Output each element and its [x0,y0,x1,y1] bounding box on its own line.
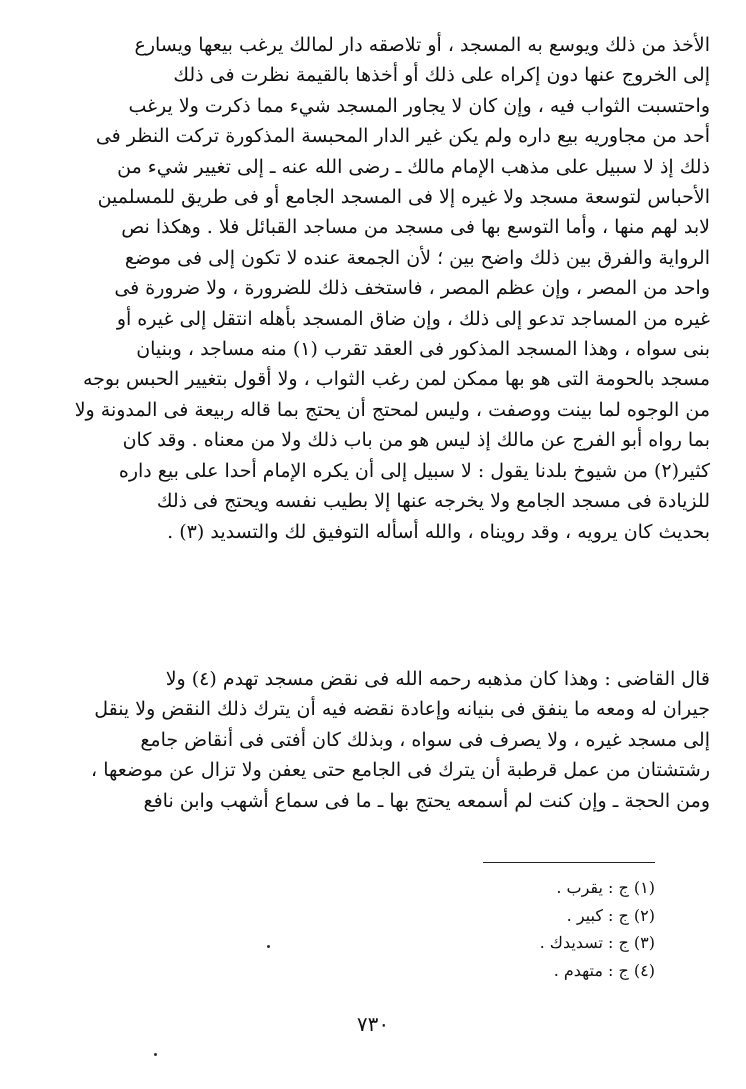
text-line: غيره من المساجد تدعو إلى ذلك ، وإن ضاق المسجد بأهله انتقل إلى غيره أو [116,307,710,330]
text-line: مسجد بالحومة التى هو بها ممكن لمن رغب الثواب ، ولا أقول بتغيير الحبس بوجه [82,368,710,391]
footnotes [300,874,655,984]
text-line: قال القاضى : وهذا كان مذهبه رحمه الله فى نقض مسجد تهدم (٤) ولا [165,668,710,690]
text-line: كثير(٢) من شيوخ بلدنا يقول : لا سبيل إلى أن يكره الإمام أحدا على بيع داره [118,459,710,482]
text-line: ومن الحجة ـ وإن كنت لم أسمعه يحتج بها ـ ما فى سماع أشهب وابن نافع [143,789,710,812]
text-line: ذلك إذ لا سبيل على مذهب الإمام مالك ـ رضى الله عنه ـ إلى تغيير شيء من [117,155,710,178]
scan-speck [267,945,270,948]
page-number: ٧٣٠ [356,1012,390,1036]
footnote-1: (١) ج : يقرب . [556,878,655,897]
text-line: إلى الخروج عنها دون إكراه على ذلك أو أخذها بالقيمة نظرت فى ذلك [173,64,710,87]
text-line: الأخذ من ذلك ويوسع به المسجد ، أو تلاصقه دار لمالك يرغب بيعها ويسارع [134,34,710,56]
text-line: رشتشتان من عمل قرطبة أن يترك فى الجامع حتى يعفن ولا تزال عن موضعها ، [91,759,710,782]
text-line: واحد من المصر ، وإن عظم المصر ، فاستخف ذلك للضرورة ، ولا ضرورة فى [114,277,710,300]
text-line: واحتسبت الثواب فيه ، وإن كان لا يجاور المسجد شيء مما ذكرت ولا يرغب [128,94,710,117]
footnote-4: (٤) ج : متهدم . [553,960,655,980]
footnote-separator [483,862,655,863]
text-line: بما رواه أبو الفرج عن مالك إذ ليس هو من باب ذلك ولا من معناه . وقد كان [122,429,710,452]
text-line: جيران له ومعه ما ينفق فى بنيانه وإعادة نقضه فيه أن يترك ذلك النقض ولا ينقل [94,698,710,721]
body-paragraph-2 [40,664,710,816]
body-paragraph-1 [40,30,710,547]
text-line: للزيادة فى مسجد الجامع ولا يخرجه عنها إلا بطيب نفسه ويحتج فى ذلك [156,490,710,513]
text-line: أحد من مجاوريه بيع داره ولم يكن غير الدار المحبسة المذكورة تركت النظر فى [95,125,710,148]
scan-speck [154,1053,157,1056]
text-line: لابد لهم منها ، وأما التوسع بها فى مسجد من مساجد القبائل فلا . وهكذا نص [121,216,710,239]
text-line: بنى سواه ، وهذا المسجد المذكور فى العقد تقرب (١) منه مساجد ، وبنيان [136,338,710,361]
text-line: إلى مسجد غيره ، ولا يصرف فى سواه ، وبذلك كان أفتى فى أنقاض جامع [140,728,710,751]
footnote-3: (٣) ج : تسديدك . [539,933,655,952]
text-line: الأحباس لتوسعة مسجد ولا غيره إلا فى المسجد الجامع أو فى طريق للمسلمين [97,186,710,209]
footnote-2: (٢) ج : كبير . [566,905,655,925]
text-line: الرواية والفرق بين ذلك واضح بين ؛ لأن الجمعة عنده لا تكون إلى فى موضع [124,246,710,269]
text-line: بحديث كان يرويه ، وقد رويناه ، والله أسأله التوفيق لك والتسديد (٣) . [167,520,710,543]
text-line: من الوجوه لما بينت ووصفت ، وليس لمحتج أن يحتج بما قاله ربيعة فى المدونة ولا [74,398,710,421]
